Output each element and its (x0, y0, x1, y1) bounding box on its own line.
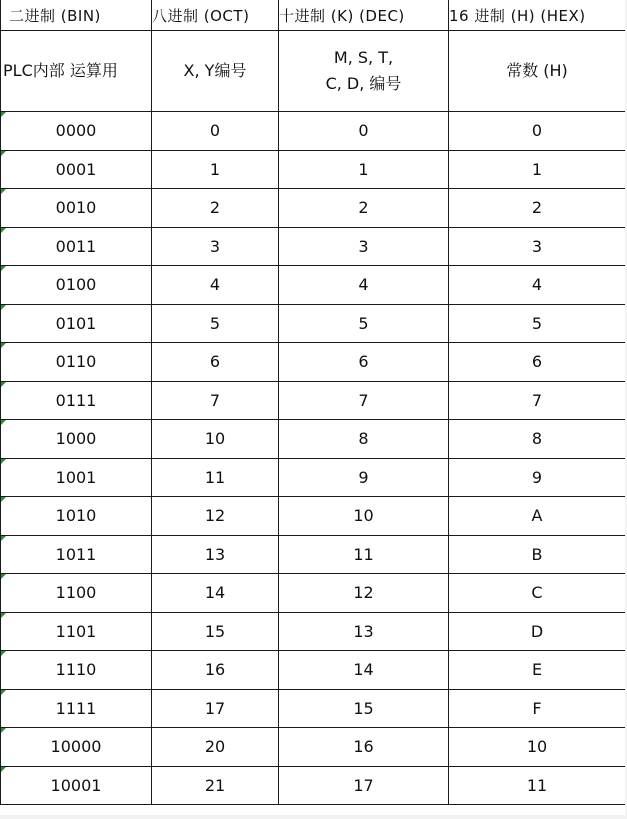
cell-value: 1 (358, 159, 369, 179)
cell-hex[interactable] (449, 304, 626, 343)
cell-value: 1100 (55, 583, 97, 603)
cell-value: 0010 (55, 198, 97, 218)
cell-bin[interactable] (1, 458, 152, 497)
cell-hex[interactable] (449, 689, 626, 728)
cell-value: 0011 (55, 236, 97, 256)
cell-value: 7 (531, 390, 543, 410)
cell-corner-mark (1, 343, 6, 348)
cell-value: 21 (204, 775, 226, 795)
cell-value: 20 (204, 737, 226, 757)
cell-corner-mark (1, 382, 6, 387)
cell-corner-mark (1, 690, 6, 695)
cell-value: 0 (531, 121, 543, 141)
cell-oct[interactable] (152, 612, 279, 651)
cell-corner-mark (1, 112, 6, 117)
cell-value: 0001 (55, 159, 97, 179)
subheader-dec-stack (326, 45, 402, 97)
cell-hex[interactable] (449, 766, 626, 805)
cell-value: 10 (204, 429, 226, 449)
cell-value: 9 (531, 467, 543, 487)
sheet-edge-bottom (0, 815, 627, 819)
cell-value: 1110 (55, 660, 97, 680)
cell-value: 1111 (55, 698, 97, 718)
cell-dec[interactable] (279, 728, 449, 767)
table-row (1, 189, 626, 228)
cell-value: 10 (353, 506, 374, 526)
subheader-cell-bin[interactable]: PLC内部 运算用 (1, 31, 152, 112)
cell-bin[interactable] (1, 381, 152, 420)
cell-hex[interactable] (449, 497, 626, 536)
cell-value: 1101 (55, 621, 97, 641)
table-row (1, 612, 626, 651)
cell-dec[interactable] (279, 304, 449, 343)
cell-hex[interactable] (449, 535, 626, 574)
table-row (1, 651, 626, 690)
cell-value: 3 (531, 236, 543, 256)
cell-corner-mark (1, 459, 6, 464)
cell-value: D (530, 621, 544, 641)
cell-corner-mark (1, 651, 6, 656)
cell-value: 0111 (55, 390, 97, 410)
cell-value: 0100 (55, 275, 97, 295)
cell-dec[interactable] (279, 381, 449, 420)
cell-dec[interactable] (279, 497, 449, 536)
cell-oct[interactable] (152, 227, 279, 266)
table-row (1, 381, 626, 420)
cell-bin[interactable] (1, 612, 152, 651)
cell-corner-mark (1, 189, 6, 194)
cell-value: E (531, 660, 543, 680)
cell-value: 2 (358, 198, 369, 218)
table-row (1, 458, 626, 497)
cell-bin[interactable] (1, 150, 152, 189)
cell-value: 0110 (55, 352, 97, 372)
cell-dec[interactable] (279, 266, 449, 305)
cell-value: 0101 (55, 313, 97, 333)
table-row (1, 343, 626, 382)
cell-dec[interactable] (279, 227, 449, 266)
cell-value: 4 (358, 275, 369, 295)
cell-value: 16 (353, 737, 374, 757)
cell-value: 2 (209, 198, 221, 218)
cell-value: 14 (204, 583, 226, 603)
cell-value: 0000 (55, 121, 97, 141)
cell-hex[interactable] (449, 381, 626, 420)
cell-corner-mark (1, 305, 6, 310)
cell-value: 4 (209, 275, 221, 295)
cell-corner-mark (1, 767, 6, 772)
cell-corner-mark (1, 420, 6, 425)
cell-dec[interactable] (279, 651, 449, 690)
cell-value: 6 (531, 352, 543, 372)
cell-hex[interactable] (449, 612, 626, 651)
cell-value: 5 (358, 313, 369, 333)
cell-dec[interactable] (279, 689, 449, 728)
cell-hex[interactable] (449, 227, 626, 266)
table-row (1, 150, 626, 189)
cell-value: 5 (209, 313, 221, 333)
table-row (1, 112, 626, 151)
cell-value: 12 (353, 583, 374, 603)
cell-hex[interactable] (449, 343, 626, 382)
cell-hex[interactable] (449, 112, 626, 151)
cell-value: 15 (204, 621, 226, 641)
cell-bin[interactable] (1, 728, 152, 767)
cell-oct[interactable] (152, 574, 279, 613)
cell-value: 3 (209, 236, 221, 256)
cell-value: B (531, 544, 543, 564)
cell-value: 5 (531, 313, 543, 333)
header-cell-oct[interactable]: 八进制 (OCT) (152, 0, 279, 31)
cell-value: 8 (358, 429, 369, 449)
table-row (1, 535, 626, 574)
table-row (1, 266, 626, 305)
cell-value: A (531, 506, 543, 526)
cell-bin[interactable] (1, 343, 152, 382)
cell-value: 9 (358, 467, 369, 487)
cell-value: 2 (531, 198, 543, 218)
cell-corner-mark (1, 574, 6, 579)
header-cell-bin[interactable]: 二进制 (BIN) (1, 0, 152, 31)
cell-bin[interactable] (1, 189, 152, 228)
cell-oct[interactable] (152, 458, 279, 497)
cell-hex[interactable] (449, 420, 626, 459)
cell-value: 6 (358, 352, 369, 372)
cell-hex[interactable] (449, 651, 626, 690)
cell-value: 13 (204, 544, 226, 564)
cell-hex[interactable] (449, 728, 626, 767)
cell-value: 8 (531, 429, 543, 449)
cell-value: 11 (204, 467, 226, 487)
table-row (1, 227, 626, 266)
cell-oct[interactable] (152, 189, 279, 228)
cell-value: 16 (204, 660, 226, 680)
cell-dec[interactable] (279, 535, 449, 574)
cell-dec[interactable] (279, 150, 449, 189)
cell-hex[interactable] (449, 150, 626, 189)
cell-bin[interactable] (1, 766, 152, 805)
table-row (1, 689, 626, 728)
cell-bin[interactable] (1, 112, 152, 151)
table-row (1, 497, 626, 536)
cell-oct[interactable] (152, 266, 279, 305)
cell-oct[interactable] (152, 343, 279, 382)
cell-value: 1 (531, 159, 543, 179)
cell-corner-mark (1, 536, 6, 541)
cell-value: 14 (353, 660, 374, 680)
cell-oct[interactable] (152, 497, 279, 536)
header-cell-hex[interactable]: 16 进制 (H) (HEX) (449, 0, 626, 31)
cell-oct[interactable] (152, 651, 279, 690)
cell-value: F (532, 698, 542, 718)
cell-value: 12 (204, 506, 226, 526)
table-row (1, 766, 626, 805)
cell-bin[interactable] (1, 304, 152, 343)
cell-value: 11 (526, 775, 548, 795)
cell-oct[interactable] (152, 728, 279, 767)
cell-dec[interactable] (279, 420, 449, 459)
cell-oct[interactable] (152, 150, 279, 189)
cell-value: 7 (209, 390, 221, 410)
cell-value: 1011 (55, 544, 97, 564)
cell-oct[interactable] (152, 689, 279, 728)
cell-value: 17 (204, 698, 226, 718)
cell-corner-mark (1, 151, 6, 156)
cell-hex[interactable] (449, 189, 626, 228)
cell-value: 10000 (50, 737, 102, 757)
cell-value: 17 (353, 775, 374, 795)
cell-dec[interactable] (279, 766, 449, 805)
cell-oct[interactable] (152, 420, 279, 459)
subheader-cell-oct[interactable]: X, Y编号 (152, 31, 279, 112)
cell-dec[interactable] (279, 458, 449, 497)
cell-value: 1 (209, 159, 221, 179)
cell-oct[interactable] (152, 766, 279, 805)
cell-value: 1010 (55, 506, 97, 526)
cell-bin[interactable] (1, 266, 152, 305)
cell-value: 1001 (55, 467, 97, 487)
cell-oct[interactable] (152, 304, 279, 343)
cell-bin[interactable] (1, 227, 152, 266)
table-row (1, 728, 626, 767)
subheader-row (1, 31, 626, 112)
cell-corner-mark (1, 613, 6, 618)
cell-dec[interactable] (279, 343, 449, 382)
cell-corner-mark (1, 228, 6, 233)
table-row (1, 574, 626, 613)
cell-corner-mark (1, 266, 6, 271)
cell-value: 4 (531, 275, 543, 295)
header-row (1, 0, 626, 31)
cell-bin[interactable] (1, 689, 152, 728)
cell-value: 1000 (55, 429, 97, 449)
cell-hex[interactable] (449, 266, 626, 305)
cell-value: 0 (358, 121, 369, 141)
cell-bin[interactable] (1, 651, 152, 690)
cell-value: 10 (526, 737, 548, 757)
cell-value: 0 (209, 121, 221, 141)
cell-value: 15 (353, 698, 374, 718)
cell-hex[interactable] (449, 574, 626, 613)
table-row (1, 304, 626, 343)
cell-corner-mark (1, 497, 6, 502)
cell-oct[interactable] (152, 112, 279, 151)
cell-bin[interactable] (1, 420, 152, 459)
cell-oct[interactable] (152, 535, 279, 574)
cell-dec[interactable] (279, 574, 449, 613)
subheader-cell-dec[interactable] (279, 31, 449, 112)
subheader-cell-hex[interactable]: 常数 (H) (449, 31, 626, 112)
cell-value: 7 (358, 390, 369, 410)
cell-value: 13 (353, 621, 374, 641)
cell-value: 6 (209, 352, 221, 372)
cell-dec[interactable] (279, 612, 449, 651)
cell-dec[interactable] (279, 189, 449, 228)
cell-bin[interactable] (1, 497, 152, 536)
cell-value: 10001 (50, 775, 102, 795)
cell-value: 11 (353, 544, 374, 564)
table-row (1, 420, 626, 459)
subheader-dec-line1: M, S, T, (333, 48, 394, 67)
cell-hex[interactable] (449, 458, 626, 497)
cell-corner-mark (1, 728, 6, 733)
cell-bin[interactable] (1, 535, 152, 574)
subheader-dec-line2: C, D, 编号 (325, 74, 402, 93)
cell-dec[interactable] (279, 112, 449, 151)
cell-value: C (531, 583, 543, 603)
cell-bin[interactable] (1, 574, 152, 613)
cell-oct[interactable] (152, 381, 279, 420)
cell-value: 3 (358, 236, 369, 256)
header-cell-dec[interactable]: 十进制 (K) (DEC) (279, 0, 449, 31)
